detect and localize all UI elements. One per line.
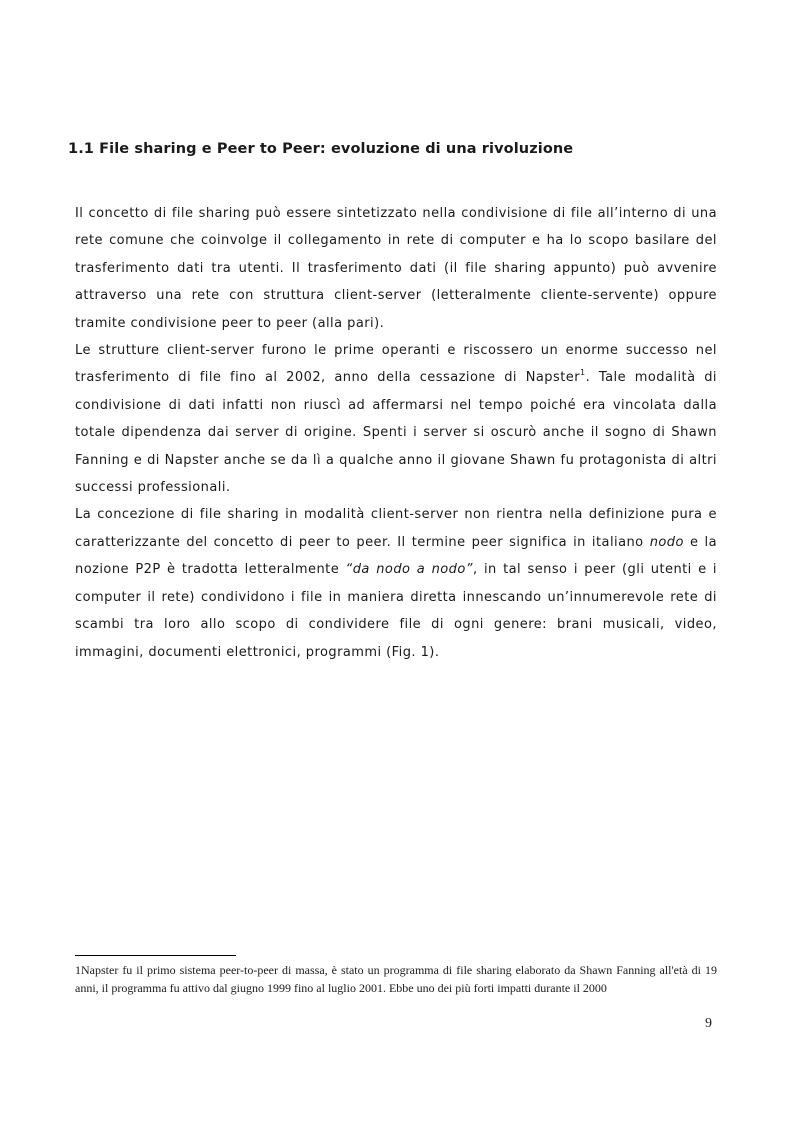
footnote: [75, 962, 717, 997]
footnote-marker: 1: [75, 963, 81, 977]
term-nodo: nodo: [649, 534, 684, 550]
term-da-nodo-a-nodo: “da nodo a nodo”: [345, 562, 473, 578]
paragraph-intro: Il concetto di file sharing può essere sintetizzato nella condivisione di file all’interno di una rete comune che coinvolge il collegamento in rete di computer e ha lo scopo basilare del trasferimento dati tra utenti. Il trasferimento dati (il file sharing appunto) può avvenire attraverso una rete con struttura client-server (letteralmente cliente-servente) oppure tramite condivisione peer to peer (alla pari).: [75, 206, 717, 331]
footnote-separator: [75, 955, 236, 956]
paragraph-peer-to-peer: [75, 501, 717, 665]
paragraph-client-server: [75, 337, 717, 501]
paragraph-client-server-text: Le strutture client-server furono le prime operanti e riscossero un enorme successo nel trasferimento di file fino al 2002, anno della cessazione di Napster: [75, 343, 717, 386]
paragraph-p2p-text-2: e la nozione P2P è tradotta letteralmente: [75, 534, 718, 578]
paragraph-p2p-text-1: La concezione di file sharing in modalità client-server non rientra nella definizione pura e caratterizzante del concetto di peer to peer. Il termine peer significa in italiano: [75, 507, 717, 550]
section-heading: 1.1 File sharing e Peer to Peer: evoluzione di una rivoluzione: [68, 141, 574, 157]
page-number: 9: [705, 1016, 712, 1031]
paragraph-client-server-text-continued: . Tale modalità di condivisione di dati infatti non riuscì ad affermarsi nel tempo poiché era vincolata dalla totale dipendenza dai server di origine. Spenti i server si oscurò anche il sogno di Shawn Fanning e di Napster anche se da lì a qualche anno il giovane Shawn fu protagonista di altri successi professionali.: [75, 370, 717, 496]
paragraph-p2p-text-3: , in tal senso i peer (gli utenti e i computer il rete) condividono i file in maniera diretta innescando un’innumerevole rete di scambi tra loro allo scopo di condividere file di ogni genere: brani musicali, video, immagini, documenti elettronici, programmi (Fig. 1).: [75, 562, 717, 660]
footnote-text: Napster fu il primo sistema peer-to-peer di massa, è stato un programma di file sharing elaborato da Shawn Fanning all'età di 19 anni, il programma fu attivo dal giugno 1999 fino al luglio 2001. Ebbe uno dei più forti impatti durante il 2000: [75, 963, 717, 995]
footnote-reference: 1: [580, 368, 586, 378]
body-text: [75, 200, 717, 666]
